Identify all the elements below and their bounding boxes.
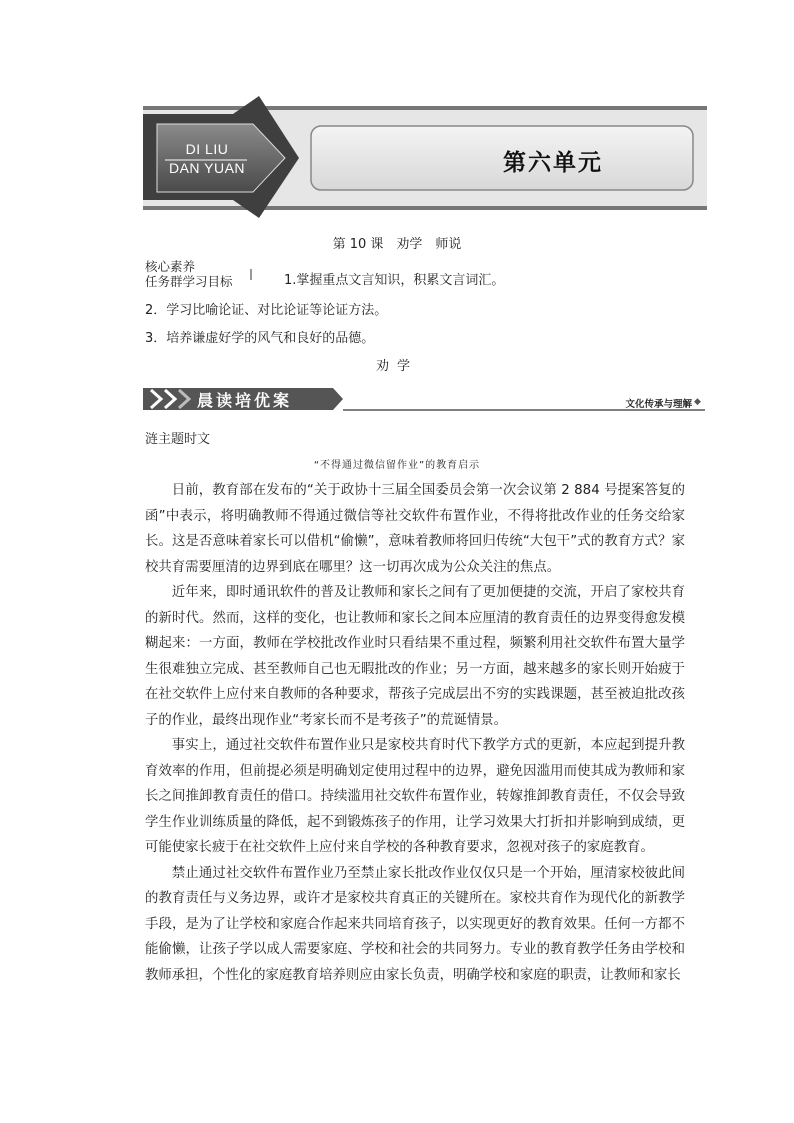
- unit-tag-line2: DAN YUAN: [168, 160, 246, 176]
- unit-tag-line1: DI LIU: [185, 141, 229, 157]
- goal-item-1: 1.掌握重点文言知识，积累文言词汇。: [284, 273, 505, 288]
- goal-item-2: 2．学习比喻论证、对比论证等论证方法。: [145, 303, 388, 318]
- article-paragraph: 禁止通过社交软件布置作业乃至禁止家长批改作业仅仅只是一个开始，厘清家校彼此间的教育责任与义务边界，或许才是家校共育真正的关键所在。家校共育作为现代化的新教学手段，是为了让学校和家庭合作起来共同培育孩子，以实现更好的教育效果。任何一方都不能偷懒，让孩子学以成人需要家庭、学校和社会的共同努力。专业的教育教学任务由学校和教师承担，个性化的家庭教育培养则应由家长负责，明确学校和家庭的职责，让教师和家长: [145, 865, 685, 983]
- unit-title: 第六单元: [503, 150, 603, 176]
- article-paragraph: 事实上，通过社交软件布置作业只是家校共育时代下教学方式的更新，本应起到提升教育效率的作用，但前提必须是明确划定使用过程中的边界，避免因滥用而使其成为教师和家长之间推卸教育责任的借口。持续滥用社交软件布置作业，转嫁推卸教育责任，不仅会导致学生作业训练质量的降低，起不到锻炼孩子的作用，让学习效果大打折扣并影响到成绩，更可能使家长疲于在社交软件上应付来自学校的各种教育要求，忽视对孩子的家庭教育。: [145, 738, 685, 855]
- goal-item-3: 3．培养谦虚好学的风气和良好的品德。: [145, 331, 375, 346]
- section-bar-title: 晨读培优案: [197, 391, 293, 410]
- unit-banner: [143, 96, 707, 218]
- diamond-icon: ◆: [694, 397, 701, 407]
- subheading: 涟主题时文: [145, 432, 211, 447]
- article-paragraph: 日前，教育部在发布的“关于政协十三届全国委员会第一次会议第 2 884 号提案答复的函”中表示，将明确教师不得通过微信等社交软件布置作业，不得将批改作业的任务交给家长。这是否意味着家长可以借机“偷懒”，意味着教师将回归传统“大包干”式的教育方式？家校共育需要厘清的边界到底在哪里？这一切再次成为公众关注的焦点。: [145, 483, 685, 575]
- section-title: 劝学: [375, 359, 418, 374]
- lesson-heading: 第 10 课 劝学 师说: [332, 237, 462, 252]
- article-body: [145, 478, 685, 988]
- goals-label-bottom: 任务群学习目标: [145, 274, 233, 289]
- article-title: “不得通过微信留作业”的教育启示: [313, 460, 481, 471]
- section-bar-right-text: 文化传承与理解: [625, 399, 692, 410]
- article-paragraph: 近年来，即时通讯软件的普及让教师和家长之间有了更加便捷的交流，开启了家校共育的新时代。然而，这样的变化，也让教师和家长之间本应厘清的教育责任的边界变得愈发模糊起来：一方面，教师在学校批改作业时只看结果不重过程，频繁利用社交软件布置大量学生很难独立完成、甚至教师自己也无暇批改的作业；另一方面，越来越多的家长则开始疲于在社交软件上应付来自教师的各种要求，帮孩子完成层出不穷的实践课题，甚至被迫批改孩子的作业，最终出现作业“考家长而不是考孩子”的荒诞情景。: [145, 585, 685, 728]
- goals-label-top: 核心素养: [145, 259, 196, 274]
